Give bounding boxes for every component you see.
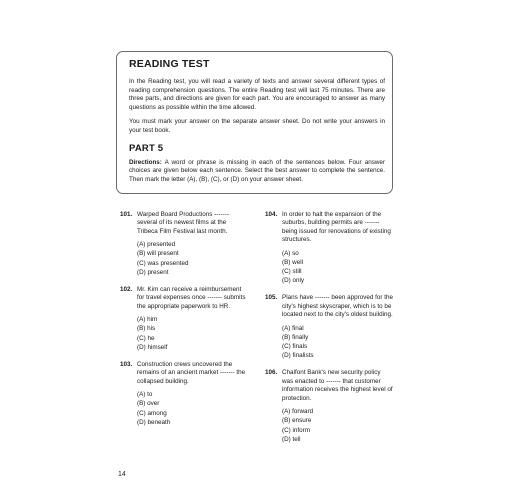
answer-option: (A) him bbox=[137, 316, 158, 324]
answer-option: (A) forward bbox=[282, 408, 314, 416]
directions-paragraph bbox=[129, 159, 385, 185]
questions-column-left bbox=[120, 211, 248, 436]
answer-option: (D) beneath bbox=[137, 418, 171, 426]
answer-option: (D) himself bbox=[137, 343, 168, 351]
question-number: 102. bbox=[120, 286, 133, 294]
answer-option: (C) still bbox=[282, 268, 302, 276]
answer-options bbox=[137, 390, 248, 427]
directions-label: Directions: bbox=[129, 158, 162, 166]
answer-option: (C) finals bbox=[282, 343, 308, 351]
section-title: READING TEST bbox=[129, 58, 210, 70]
question-stem: Construction crews uncovered the remains of an ancient market ------- the collapsed building. bbox=[137, 361, 246, 385]
answer-option: (C) he bbox=[137, 334, 155, 342]
question-item bbox=[120, 361, 248, 427]
question-stem: Chalfont Bank's new security policy was enacted to ------- that customer information receives the highest level of protection. bbox=[282, 369, 393, 402]
answer-options bbox=[137, 315, 248, 352]
answer-sheet-note: You must mark your answer on the separate answer sheet. Do not write your answers in your test book. bbox=[129, 118, 385, 134]
answer-option: (B) his bbox=[137, 325, 156, 333]
answer-option: (A) presented bbox=[137, 241, 176, 249]
question-number: 103. bbox=[120, 361, 133, 369]
answer-option: (A) to bbox=[137, 391, 153, 399]
answer-options bbox=[282, 249, 393, 286]
part-title: PART 5 bbox=[129, 142, 164, 154]
question-item bbox=[120, 286, 248, 352]
answer-option: (B) will present bbox=[137, 250, 179, 258]
question-item bbox=[265, 294, 393, 360]
question-item bbox=[265, 211, 393, 285]
answer-option: (A) so bbox=[282, 249, 299, 257]
answer-option: (D) finalists bbox=[282, 352, 314, 360]
answer-option: (B) ensure bbox=[282, 417, 312, 425]
question-number: 104. bbox=[265, 211, 278, 218]
question-item bbox=[265, 369, 393, 443]
answer-option: (C) inform bbox=[282, 426, 310, 434]
questions-column-right bbox=[265, 211, 393, 453]
answer-options bbox=[282, 407, 393, 444]
question-number: 106. bbox=[265, 369, 278, 377]
answer-option: (C) among bbox=[137, 409, 167, 417]
answer-option: (D) present bbox=[137, 268, 169, 276]
instructions-box bbox=[116, 51, 393, 194]
answer-option: (B) finally bbox=[282, 333, 309, 341]
answer-option: (D) only bbox=[282, 277, 305, 285]
question-item bbox=[120, 211, 248, 277]
question-stem: Mr. Kim can receive a reimbursement for travel expenses once ------- submits the appropriate paperwork to HR. bbox=[137, 286, 246, 310]
question-stem: In order to halt the expansion of the suburbs, building permits are ------- being issued for renovations of existing structures. bbox=[282, 211, 391, 244]
answer-options bbox=[282, 324, 393, 361]
answer-option: (C) was presented bbox=[137, 259, 189, 267]
answer-option: (A) final bbox=[282, 324, 304, 332]
answer-options bbox=[137, 240, 248, 277]
intro-paragraph: In the Reading test, you will read a variety of texts and answer several different types of reading comprehension questions. The entire Reading test will last 75 minutes. There are three parts, and directions are given for each part. You are encouraged to answer as many questions as possible within the time allowed. bbox=[129, 78, 385, 111]
directions-text: A word or phrase is missing in each of the sentences below. Four answer choices are given below each sentence. Select the best answer to complete the sentence. Then mark the letter (A), (B), (C), or (D) on your answer sheet. bbox=[129, 158, 385, 183]
question-stem: Warped Board Productions ------- several of its newest films at the Tribeca Film Festival last month. bbox=[137, 211, 229, 235]
question-number: 105. bbox=[265, 294, 278, 302]
answer-option: (B) over bbox=[137, 400, 160, 408]
question-number: 101. bbox=[120, 211, 133, 218]
question-stem: Plans have ------- been approved for the city's highest skyscraper, which is to be located next to the city's oldest building. bbox=[282, 294, 393, 319]
page-number: 14 bbox=[118, 471, 126, 478]
answer-option: (D) tell bbox=[282, 435, 301, 443]
answer-option: (B) well bbox=[282, 258, 303, 266]
